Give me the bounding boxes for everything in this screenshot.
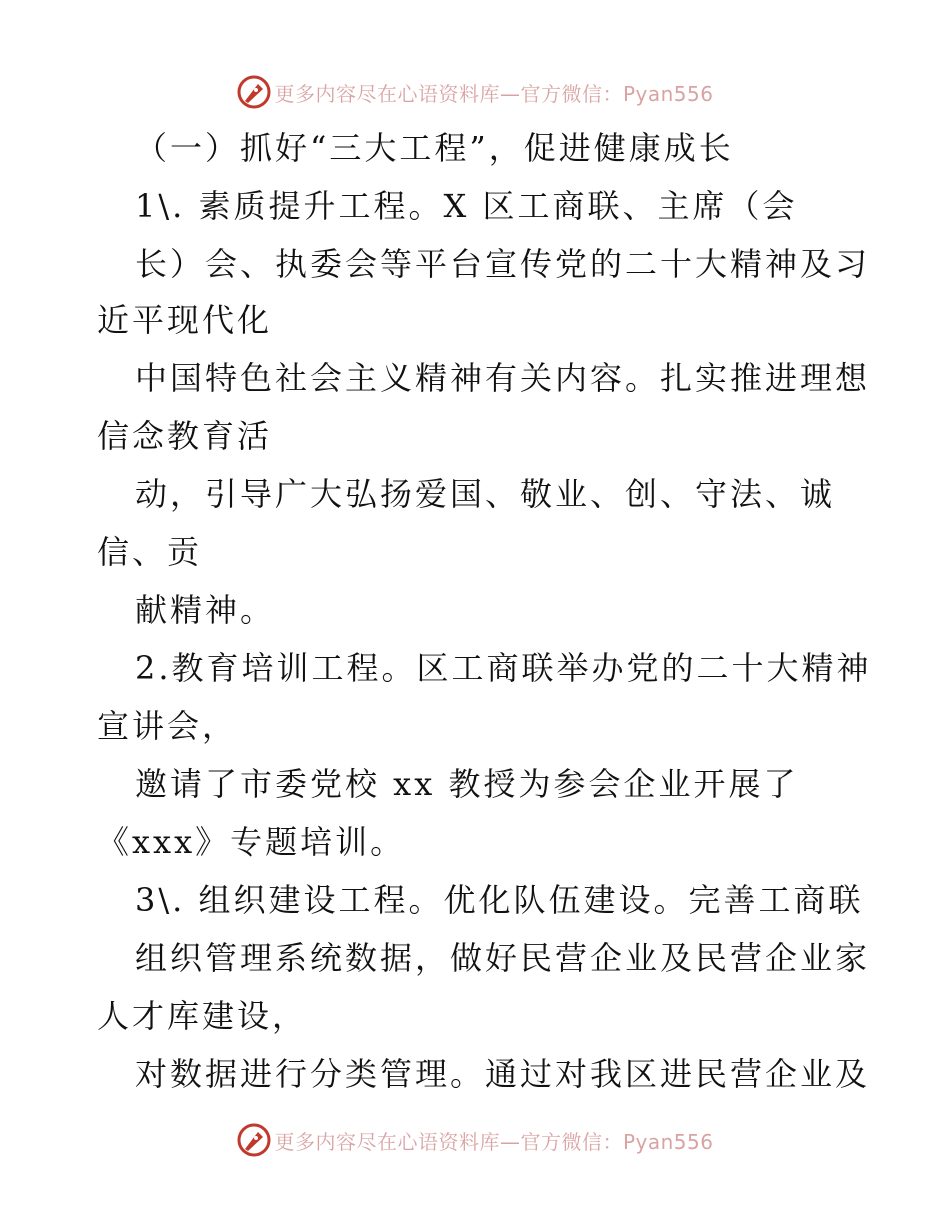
- banner-text: 更多内容尽在心语资料库—官方微信：Pyan556: [274, 1129, 714, 1154]
- paragraph-line: 信、贡: [97, 533, 203, 571]
- paragraph-line: 3\. 组织建设工程。优化队伍建设。完善工商联: [135, 881, 864, 919]
- paragraph-line: 对数据进行分类管理。通过对我区进民营企业及: [135, 1055, 871, 1093]
- paragraph-line: 长）会、执委会等平台宣传党的二十大精神及习: [135, 245, 871, 283]
- pen-nib-circle-icon: [236, 74, 272, 110]
- footer-watermark-banner: [0, 1118, 950, 1162]
- banner-text: 更多内容尽在心语资料库—官方微信：Pyan556: [274, 81, 714, 106]
- paragraph-line: 宣讲会，: [97, 707, 238, 745]
- section-heading: （一）抓好“三大工程”，促进健康成长: [135, 129, 734, 167]
- paragraph-line: 中国特色社会主义精神有关内容。扎实推进理想: [135, 359, 871, 397]
- paragraph-line: 动，引导广大弘扬爱国、敬业、创、守法、诚: [135, 475, 836, 513]
- paragraph-line: 邀请了市委党校 xx 教授为参会企业开展了: [135, 765, 799, 803]
- paragraph-line: 近平现代化: [97, 301, 273, 339]
- paragraph-line: 组织管理系统数据，做好民营企业及民营企业家: [135, 939, 871, 977]
- paragraph-line: 2.教育培训工程。区工商联举办党的二十大精神: [135, 649, 872, 687]
- paragraph-line: 信念教育活: [97, 417, 273, 455]
- paragraph-line: 1\. 素质提升工程。X 区工商联、主席（会: [135, 187, 798, 225]
- header-watermark-banner: [0, 70, 950, 114]
- paragraph-line: 人才库建设，: [97, 997, 308, 1035]
- paragraph-line: 献精神。: [135, 591, 276, 629]
- pen-nib-circle-icon: [236, 1122, 272, 1158]
- paragraph-line: 《xxx》专题培训。: [97, 823, 406, 861]
